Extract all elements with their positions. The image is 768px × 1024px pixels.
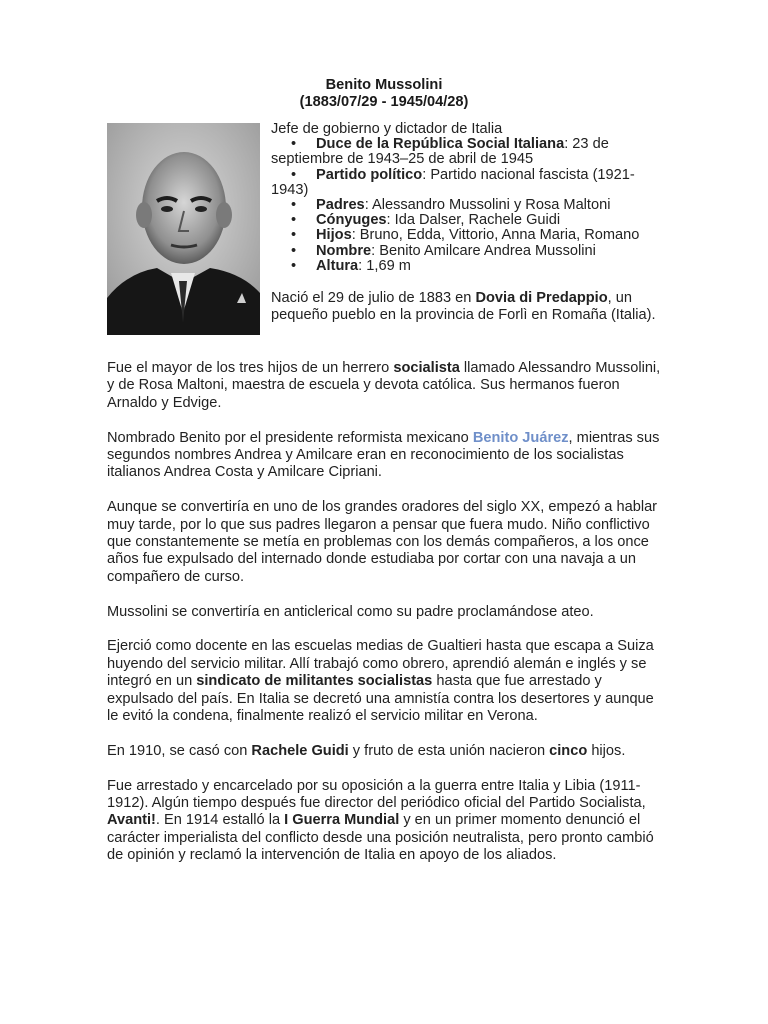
paragraph-text: hijos.: [587, 742, 626, 759]
infobox-heading: Jefe de gobierno y dictador de Italia: [271, 121, 503, 137]
title-name: Benito Mussolini: [325, 77, 443, 93]
infobox-item-label: Nombre: [316, 242, 372, 259]
paragraph-text: Fue el mayor de los tres hijos de un herrero: [107, 360, 394, 376]
paragraph-bold: socialista: [393, 360, 460, 376]
infobox-item-label: Altura: [316, 257, 359, 274]
paragraph-bold: sindicato de militantes socialistas: [196, 673, 433, 690]
bullet-icon: •: [290, 197, 297, 213]
paragraph-bold: Rachele Guidi: [251, 742, 349, 759]
intro-birthplace: Dovia di Predappio: [475, 290, 608, 306]
infobox-item-value: : Partido nacional fascista (1921-1943): [271, 166, 635, 198]
infobox-item-label: Duce de la República Social Italiana: [316, 136, 565, 153]
infobox-item-value: : Ida Dalser, Rachele Guidi: [386, 212, 561, 229]
portrait-photo: [107, 123, 260, 335]
paragraph-text: Nombrado Benito por el presidente reformista mexicano: [107, 429, 473, 446]
intro-text: Nació el 29 de julio de 1883 en: [271, 290, 476, 306]
paragraph-text: , mientras sus segundos nombres Andrea y Amilcare eran en reconocimiento de los socialistas italianos Andrea Costa y Amilcare Cipriani.: [107, 429, 660, 481]
infobox-item: [271, 137, 661, 167]
infobox-item: [271, 213, 661, 228]
article-body: [107, 360, 667, 882]
document-title: [0, 77, 768, 111]
paragraph: [107, 638, 667, 725]
intro-text: , un pequeño pueblo en la provincia de Forlì en Romaña (Italia).: [271, 290, 656, 324]
benito-juarez-link[interactable]: Benito Juárez: [472, 429, 569, 446]
paragraph-text: En 1910, se casó con: [107, 742, 252, 759]
paragraph: [107, 743, 667, 760]
bullet-icon: •: [290, 242, 297, 259]
infobox: [271, 122, 661, 274]
infobox-item-value: : Benito Amilcare Andrea Mussolini: [371, 242, 596, 259]
infobox-item: [271, 244, 661, 259]
infobox-item: [271, 228, 661, 243]
paragraph: Aunque se convertiría en uno de los grandes oradores del siglo XX, empezó a hablar muy tarde, por lo que sus padres llegaron a pensar que fuera mudo. Niño conflictivo que constantemente se metía en problemas con los demás compañeros, a los once años fue expulsado del internado donde estudiaba por cortar con una navaja a un compañero de curso.: [107, 499, 658, 585]
infobox-item-label: Cónyuges: [316, 212, 387, 229]
paragraph-text: . En 1914 estalló la: [155, 812, 285, 829]
infobox-item-label: Padres: [316, 197, 365, 213]
portrait-image: [107, 123, 260, 335]
bullet-icon: •: [290, 166, 297, 183]
paragraph-bold: cinco: [549, 742, 588, 759]
paragraph: [107, 778, 667, 865]
paragraph-text: y en un primer momento denunció el carácter imperialista del conflicto desde una posición neutralista, pero pronto cambió de opinión y reclamó la intervención de Italia en apoyo de los aliados.: [107, 812, 654, 864]
paragraph-text: y fruto de esta unión nacieron: [348, 742, 550, 759]
intro-paragraph: [271, 290, 661, 325]
paragraph-bold: I Guerra Mundial: [284, 812, 400, 829]
paragraph: [107, 360, 667, 412]
infobox-item-label: Hijos: [316, 227, 352, 244]
bullet-icon: •: [290, 227, 297, 244]
infobox-item-value: : Bruno, Edda, Vittorio, Anna Maria, Romano: [351, 227, 640, 244]
infobox-item-value: : 1,69 m: [358, 257, 411, 274]
bullet-icon: •: [290, 257, 297, 274]
paragraph: Mussolini se convertiría en anticlerical como su padre proclamándose ateo.: [107, 603, 594, 620]
paragraph: [107, 430, 667, 482]
infobox-item-value: : 23 de septiembre de 1943–25 de abril de 1945: [271, 136, 609, 168]
infobox-item: [271, 259, 661, 274]
infobox-item-label: Partido político: [316, 166, 423, 183]
paragraph-bold: Avanti!: [107, 812, 156, 829]
infobox-item: [271, 198, 661, 213]
infobox-item-value: : Alessandro Mussolini y Rosa Maltoni: [364, 197, 611, 213]
bullet-icon: •: [290, 212, 297, 229]
title-dates: (1883/07/29 - 1945/04/28): [299, 94, 469, 110]
infobox-item: [271, 168, 661, 198]
paragraph-text: hasta que fue arrestado y expulsado del país. En Italia se decretó una amnistía contra los desertores y aunque le evitó la condena, finalmente realizó el servicio militar en Verona.: [107, 673, 654, 725]
paragraph-text: llamado Alessandro Mussolini, y de Rosa Maltoni, maestra de escuela y devota católica. Sus hermanos fueron Arnaldo y Edvige.: [107, 360, 661, 411]
paragraph-text: Ejerció como docente en las escuelas medias de Gualtieri hasta que escapa a Suiza huyendo del servicio militar. Allí trabajó como obrero, aprendió alemán e inglés y se integró en un: [107, 638, 654, 690]
paragraph-text: Fue arrestado y encarcelado por su oposición a la guerra entre Italia y Libia (1911-1912). Algún tiempo después fue director del periódico oficial del Partido Socialista,: [107, 777, 646, 812]
bullet-icon: •: [290, 136, 297, 153]
